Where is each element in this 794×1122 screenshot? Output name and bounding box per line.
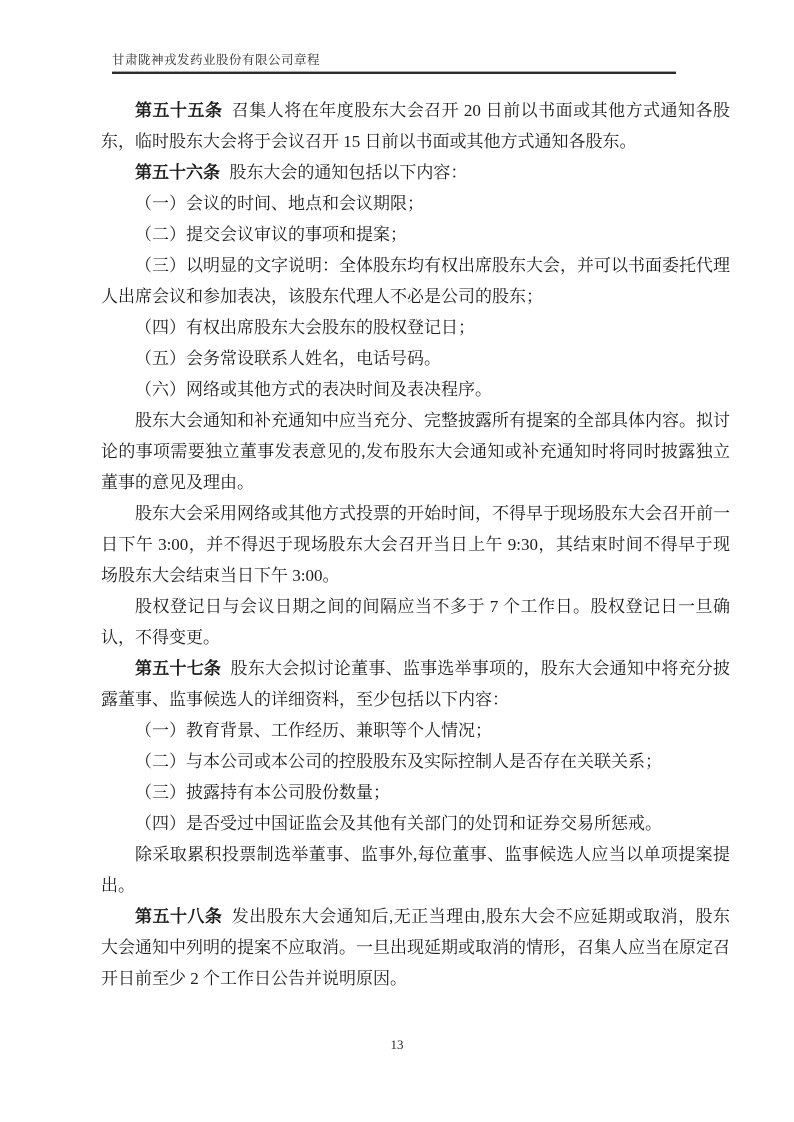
paragraph: 股东大会通知和补充通知中应当充分、完整披露所有提案的全部具体内容。拟讨论的事项需要独立董事发表意见的,发布股东大会通知或补充通知时将同时披露独立董事的意见及理由。 — [101, 411, 730, 492]
article-paragraph: 第五十八条 发出股东大会通知后,无正当理由,股东大会不应延期或取消，股东大会通知中列明的提案不应取消。一旦出现延期或取消的情形，召集人应当在原定召开日前至少 2 个工作日公告并说明原因。 — [101, 907, 731, 988]
paragraph: （六）网络或其他方式的表决时间及表决程序。 — [135, 380, 492, 399]
header-title: 甘肃陇神戎发药业股份有限公司章程 — [112, 53, 321, 67]
paragraph: 股东大会采用网络或其他方式投票的开始时间，不得早于现场股东大会召开前一日下午 3:00，并不得迟于现场股东大会召开当日上午 9:30，其结束时间不得早于现场股东大会结束当日下午 3:00。 — [101, 504, 730, 585]
paragraph: （二）与本公司或本公司的控股股东及实际控制人是否存在关联关系； — [135, 752, 662, 771]
paragraph: （一）教育背景、工作经历、兼职等个人情况； — [135, 721, 492, 740]
article-number: 第五十七条 — [135, 659, 222, 678]
paragraph: （三）披露持有本公司股份数量； — [135, 783, 390, 802]
article-paragraph: 第五十七条 股东大会拟讨论董事、监事选举事项的，股东大会通知中将充分披露董事、监事候选人的详细资料，至少包括以下内容： — [101, 659, 731, 709]
paragraph: （一）会议的时间、地点和会议期限； — [135, 194, 424, 213]
paragraph: （四）是否受过中国证监会及其他有关部门的处罚和证券交易所惩戒。 — [135, 814, 662, 833]
paragraph: 股权登记日与会议日期之间的间隔应当不多于 7 个工作日。股权登记日一旦确认，不得变更。 — [101, 597, 730, 647]
article-paragraph: 第五十五条 召集人将在年度股东大会召开 20 日前以书面或其他方式通知各股东，临时股东大会将于会议召开 15 日前以书面或其他方式通知各股东。 — [101, 101, 731, 151]
header-rule-divider — [112, 71, 676, 74]
page-header — [112, 52, 678, 68]
paragraph: （三）以明显的文字说明：全体股东均有权出席股东大会，并可以书面委托代理人出席会议和参加表决，该股东代理人不必是公司的股东； — [101, 256, 730, 306]
article-number: 第五十五条 — [135, 101, 223, 120]
paragraph: 除采取累积投票制选举董事、监事外,每位董事、监事候选人应当以单项提案提出。 — [101, 845, 730, 895]
article-number: 第五十六条 — [135, 163, 220, 182]
paragraph: （五）会务常设联系人姓名，电话号码。 — [135, 349, 441, 368]
document-body — [101, 95, 730, 994]
article-number: 第五十八条 — [135, 907, 223, 926]
paragraph: （四）有权出席股东大会股东的股权登记日； — [135, 318, 475, 337]
article-paragraph: 第五十六条 股东大会的通知包括以下内容： — [135, 163, 468, 182]
page-footer — [0, 1036, 794, 1054]
paragraph: （二）提交会议审议的事项和提案； — [135, 225, 407, 244]
page-number: 13 — [390, 1037, 404, 1052]
